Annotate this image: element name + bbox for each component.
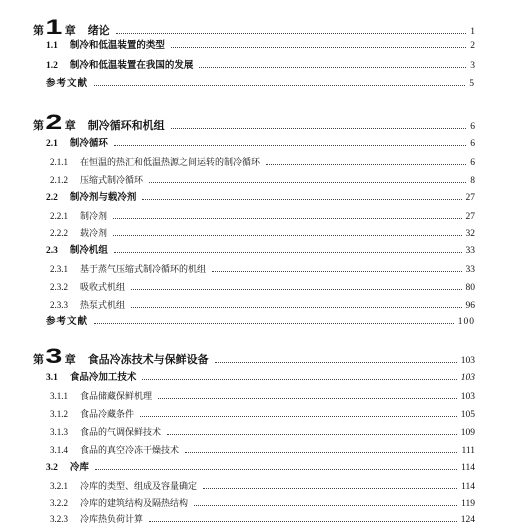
section-title: 制冷循环 (69, 138, 108, 149)
dot-leader (95, 469, 457, 470)
dot-leader (114, 252, 462, 253)
toc-section-2-3[interactable] (46, 243, 475, 259)
subsection-number: 2.3.1 (50, 264, 68, 274)
section-title: 制冷和低温装置的类型 (69, 40, 165, 51)
subsection-title: 冷库的建筑结构及隔热结构 (80, 499, 189, 509)
subsection-number: 3.2.1 (50, 481, 68, 491)
page-number: 2 (470, 41, 475, 51)
chapter-title: 绪论 (87, 24, 110, 37)
subsection-number: 3.1.4 (50, 445, 68, 455)
toc-subsection-2-3-2[interactable] (50, 279, 475, 295)
subsection-number: 3.2.2 (50, 498, 68, 508)
toc-subsection-2-1-2[interactable] (50, 172, 475, 188)
dot-leader (142, 199, 461, 200)
subsection-number: 2.1.2 (50, 175, 68, 185)
section-number: 2.3 (46, 246, 58, 256)
page-number: 103 (460, 373, 475, 383)
page-number: 114 (461, 482, 475, 492)
page-number: 114 (461, 463, 475, 473)
chapter-suffix: 章 (64, 24, 76, 37)
subsection-number: 2.3.2 (50, 282, 68, 292)
dot-leader (194, 505, 457, 506)
toc-subsection-3-1-4[interactable] (50, 442, 475, 458)
page-number: 6 (470, 158, 475, 168)
toc-references-ch2[interactable] (46, 314, 475, 330)
toc-subsection-2-1-1[interactable] (50, 154, 475, 170)
toc-subsection-3-2-1[interactable] (50, 478, 475, 494)
chapter-prefix: 第 (33, 119, 44, 132)
dot-leader (171, 128, 467, 129)
subsection-number: 3.1.1 (50, 391, 68, 401)
dot-leader (158, 398, 457, 399)
toc-subsection-2-2-1[interactable] (50, 208, 475, 224)
dot-leader (142, 379, 456, 380)
section-title: 制冷机组 (69, 245, 108, 256)
toc-chapter-3[interactable] (33, 345, 475, 370)
section-number: 2.1 (46, 139, 58, 149)
dot-leader (203, 488, 457, 489)
chapter-number: 2 (45, 111, 63, 134)
dot-leader (212, 271, 461, 272)
chapter-number: 1 (45, 16, 63, 39)
dot-leader (114, 145, 466, 146)
section-number: 3.2 (46, 463, 58, 473)
page-number: 5 (469, 79, 475, 89)
section-number: 2.2 (46, 193, 58, 203)
page-number: 109 (460, 428, 475, 438)
subsection-number: 2.1.1 (50, 157, 68, 167)
page-number: 8 (470, 176, 475, 186)
page-number: 27 (465, 193, 475, 203)
toc-subsection-2-3-1[interactable] (50, 261, 475, 277)
page-number: 32 (465, 229, 475, 239)
subsection-number: 3.1.3 (50, 427, 68, 437)
page-number: 1 (470, 27, 475, 37)
toc-section-1-2[interactable] (46, 58, 475, 74)
dot-leader (149, 521, 457, 522)
toc-subsection-3-2-2[interactable] (50, 495, 475, 511)
dot-leader (94, 323, 454, 324)
toc-section-3-2[interactable] (46, 460, 475, 476)
toc-references-ch1[interactable] (46, 76, 475, 92)
subsection-title: 冷库的类型、组成及容量确定 (80, 482, 198, 492)
page-number: 80 (465, 283, 475, 293)
toc-section-3-1[interactable] (46, 370, 475, 386)
page-number: 111 (461, 446, 475, 456)
subsection-title: 冷库热负荷计算 (80, 515, 144, 525)
dot-leader (215, 362, 457, 363)
page-number: 96 (465, 301, 475, 311)
subsection-title: 吸收式机组 (80, 283, 126, 293)
dot-leader (116, 33, 467, 34)
page-number: 103 (460, 392, 475, 402)
subsection-number: 3.1.2 (50, 409, 68, 419)
toc-subsection-3-1-1[interactable] (50, 388, 475, 404)
section-title: 制冷和低温装置在我国的发展 (69, 60, 194, 71)
subsection-title: 热泵式机组 (80, 301, 126, 311)
page-number: 27 (465, 212, 475, 222)
subsection-title: 食品储藏保鲜机理 (80, 392, 153, 402)
page-number: 3 (470, 61, 475, 71)
dot-leader (94, 85, 465, 86)
references-title: 参考文献 (46, 78, 89, 89)
section-number: 1.1 (46, 41, 58, 51)
section-number: 1.2 (46, 61, 58, 71)
chapter-number: 3 (45, 345, 63, 368)
subsection-title: 食品的真空冷冻干燥技术 (80, 446, 180, 456)
dot-leader (131, 307, 461, 308)
toc-section-1-1[interactable] (46, 38, 475, 54)
chapter-prefix: 第 (33, 353, 44, 366)
dot-leader (131, 289, 461, 290)
subsection-title: 在恒温的热汇和低温热源之间运转的制冷循环 (80, 158, 261, 168)
page-number: 119 (461, 499, 475, 509)
subsection-title: 载冷剂 (80, 229, 108, 239)
dot-leader (113, 218, 461, 219)
toc-subsection-2-2-2[interactable] (50, 225, 475, 241)
subsection-title: 食品冷藏条件 (80, 410, 135, 420)
subsection-title: 基于蒸气压缩式制冷循环的机组 (80, 265, 207, 275)
toc-section-2-1[interactable] (46, 136, 475, 152)
section-title: 食品冷加工技术 (69, 372, 137, 383)
toc-subsection-3-1-3[interactable] (50, 424, 475, 440)
section-title: 冷库 (69, 462, 89, 473)
dot-leader (185, 452, 457, 453)
page-number: 105 (460, 410, 475, 420)
page-number: 33 (465, 246, 475, 256)
page-number: 33 (465, 265, 475, 275)
chapter-suffix: 章 (64, 353, 76, 366)
chapter-suffix: 章 (64, 119, 76, 132)
dot-leader (167, 434, 457, 435)
toc-subsection-3-2-3[interactable] (50, 511, 475, 527)
toc-chapter-2[interactable] (33, 111, 475, 136)
chapter-prefix: 第 (33, 24, 44, 37)
chapter-title: 食品冷冻技术与保鲜设备 (87, 353, 209, 366)
page-number: 100 (457, 317, 475, 327)
subsection-number: 2.2.1 (50, 211, 68, 221)
page-number: 6 (470, 122, 475, 132)
section-title: 制冷剂与载冷剂 (69, 192, 137, 203)
page-number: 6 (470, 139, 475, 149)
references-title: 参考文献 (46, 316, 89, 327)
toc-subsection-2-3-3[interactable] (50, 297, 475, 313)
toc-subsection-3-1-2[interactable] (50, 406, 475, 422)
dot-leader (171, 47, 466, 48)
subsection-number: 2.3.3 (50, 300, 68, 310)
page-number: 124 (460, 515, 475, 525)
page-number: 103 (460, 356, 475, 366)
section-number: 3.1 (46, 373, 58, 383)
toc-section-2-2[interactable] (46, 190, 475, 206)
dot-leader (149, 182, 466, 183)
chapter-title: 制冷循环和机组 (87, 119, 165, 132)
dot-leader (266, 164, 466, 165)
subsection-number: 2.2.2 (50, 228, 68, 238)
subsection-title: 食品的气调保鲜技术 (80, 428, 162, 438)
dot-leader (113, 235, 461, 236)
subsection-title: 制冷剂 (80, 212, 108, 222)
subsection-number: 3.2.3 (50, 514, 68, 524)
dot-leader (140, 416, 457, 417)
dot-leader (199, 67, 466, 68)
subsection-title: 压缩式制冷循环 (80, 176, 144, 186)
